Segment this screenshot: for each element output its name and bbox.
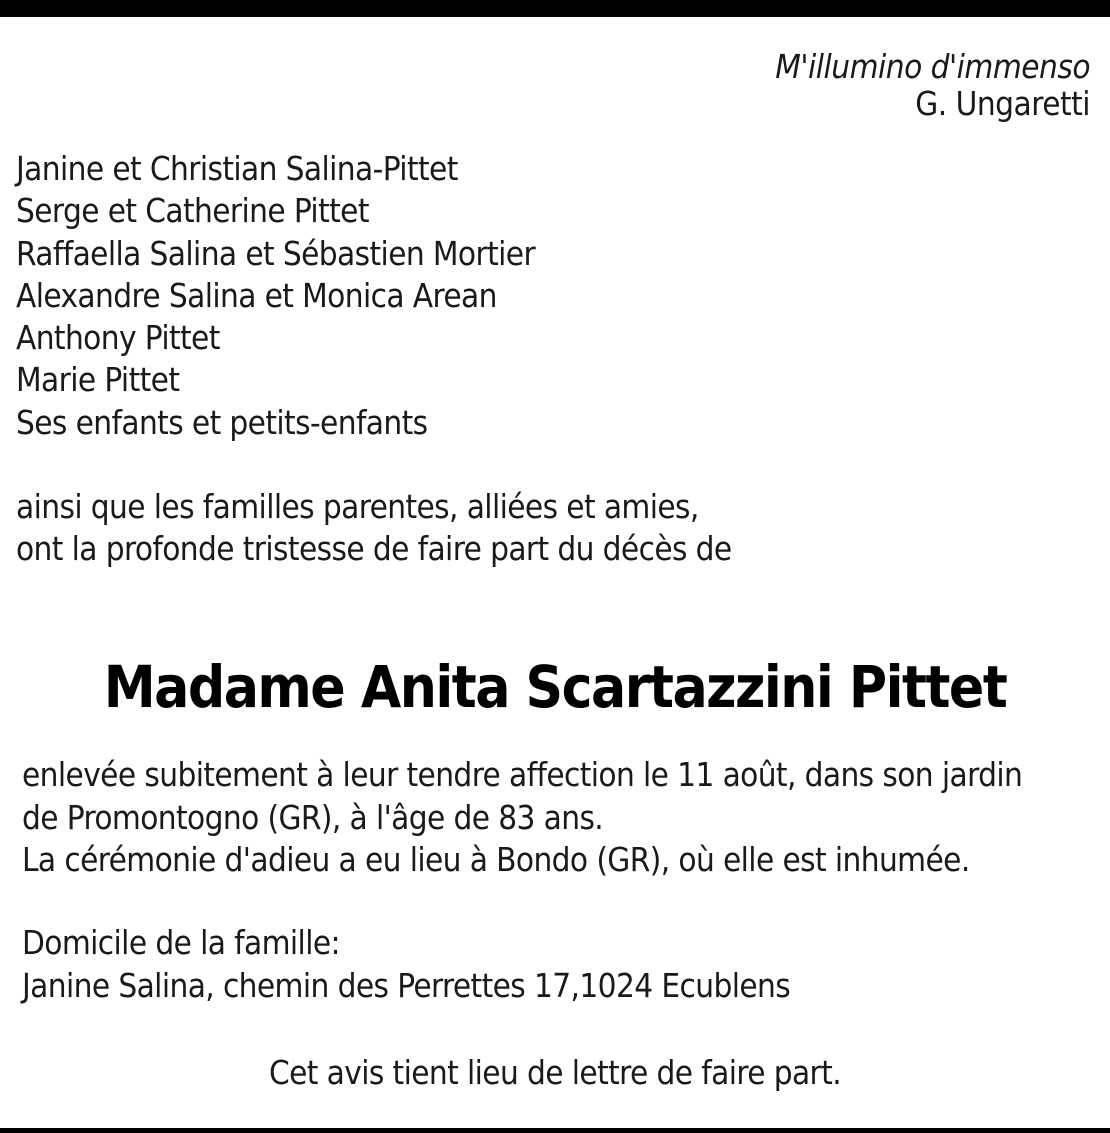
details-line: de Promontogno (GR), à l'âge de 83 ans. (22, 797, 604, 837)
family-domicile (22, 922, 790, 1007)
closing-note: Cet avis tient lieu de lettre de faire part. (268, 1053, 842, 1092)
family-line: Ses enfants et petits-enfants (16, 402, 428, 442)
deceased-name: Madame Anita Scartazzini Pittet (103, 653, 1007, 721)
family-line: Janine et Christian Salina-Pittet (16, 149, 458, 188)
domicile-label: Domicile de la famille: (22, 923, 340, 962)
family-line: Marie Pittet (16, 360, 180, 400)
details-line: enlevée subitement à leur tendre affection le 11 août, dans son jardin (22, 755, 1023, 794)
domicile-address: Janine Salina, chemin des Perrettes 17,1024 Ecublens (22, 965, 791, 1005)
bottom-border-rule (0, 1128, 1110, 1133)
family-line: Serge et Catherine Pittet (16, 191, 369, 231)
top-border-rule (0, 0, 1110, 17)
epigraph-quote: M'illumino d'immenso (775, 47, 1090, 86)
intro-line: ainsi que les familles parentes, alliées et amies, (16, 487, 699, 526)
family-line: Raffaella Salina et Sébastien Mortier (16, 233, 536, 273)
death-details (22, 754, 1022, 882)
details-line: La cérémonie d'adieu a eu lieu à Bondo (GR), où elle est inhumée. (22, 840, 970, 879)
family-line: Alexandre Salina et Monica Arean (16, 275, 497, 315)
announcement-intro (16, 486, 732, 571)
epigraph (775, 48, 1090, 122)
epigraph-author: G. Ungaretti (915, 84, 1090, 123)
family-line: Anthony Pittet (16, 318, 220, 358)
intro-line: ont la profonde tristesse de faire part du décès de (16, 529, 732, 569)
family-list (16, 148, 535, 444)
